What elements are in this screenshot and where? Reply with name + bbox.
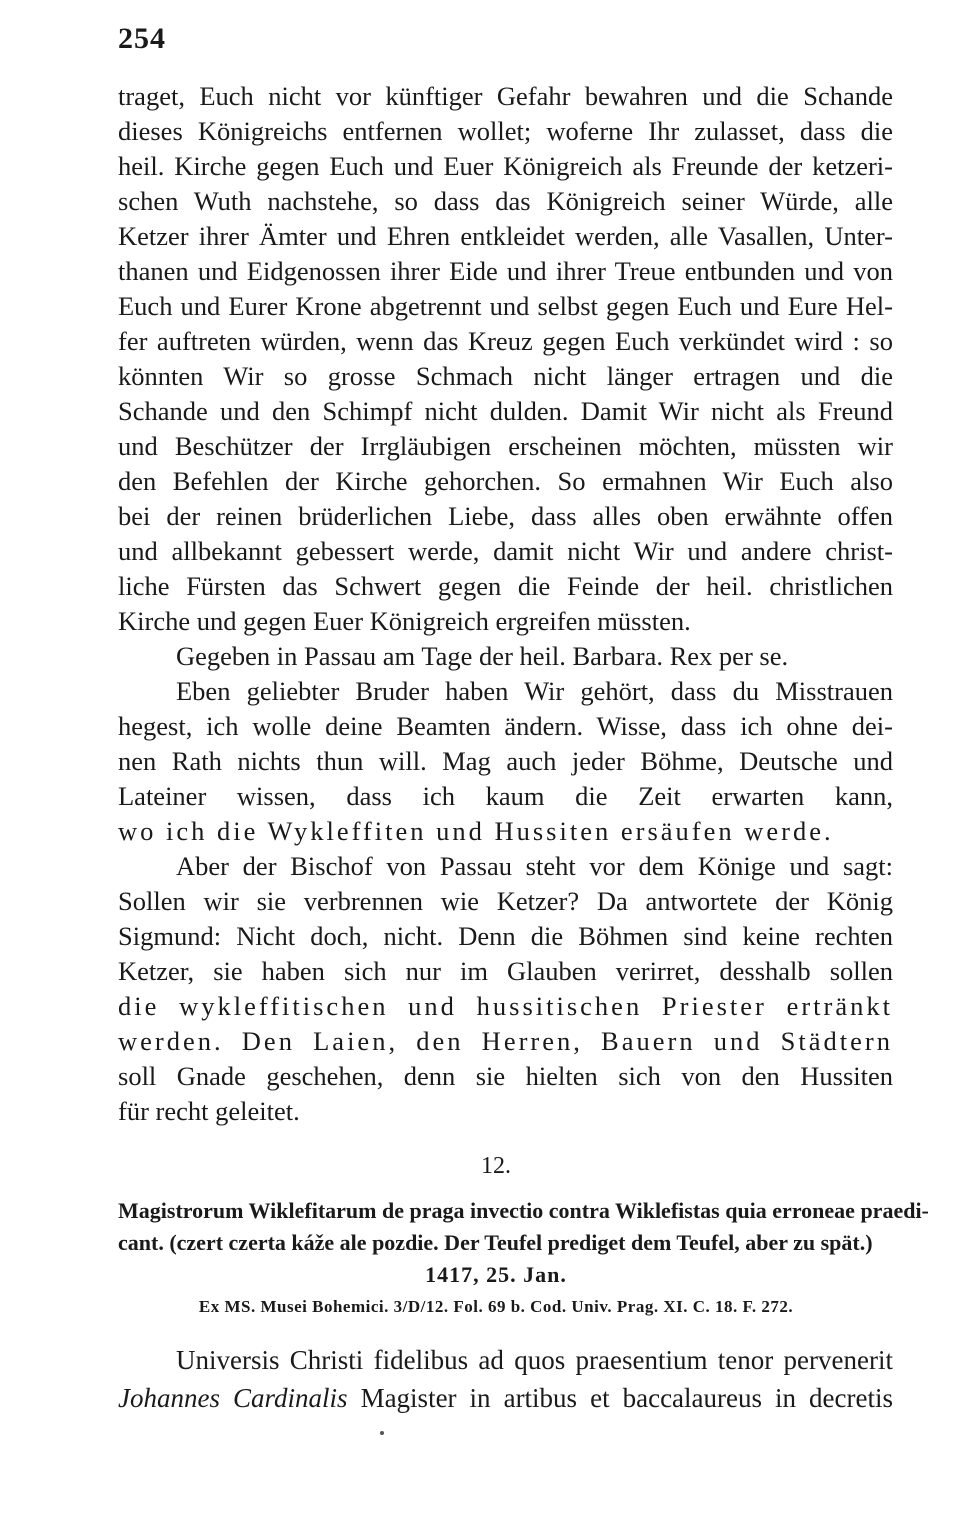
text-line: fer auftreten würden, wenn das Kreuz gegen Euch verkündet wird : so — [118, 326, 893, 356]
text-line: Kirche und gegen Euer Königreich ergreifen müssten. — [118, 606, 691, 636]
text-line: hegest, ich wolle deine Beamten ändern. Wisse, dass ich ohne dei- — [118, 711, 893, 741]
ink-speck — [380, 1431, 384, 1435]
page-number: 254 — [118, 22, 166, 55]
source-citation — [0, 1297, 960, 1317]
text-line: für recht geleitet. — [118, 1096, 300, 1126]
text-line: heil. Kirche gegen Euch und Euer Königreich als Freunde der ketzeri- — [118, 151, 893, 181]
section-number — [0, 1153, 960, 1180]
heading-line: cant. (czert czerta káže ale pozdie. Der Teufel prediget dem Teufel, aber zu spät.) — [118, 1230, 873, 1255]
text-line: Sollen wir sie verbrennen wie Ketzer? Da antwortete der König — [118, 886, 893, 916]
text-line: wo ich die Wykleffiten und Hussiten ersäufen werde. — [118, 816, 834, 846]
latin-line: Universis Christi fidelibus ad quos praesentium tenor pervenerit — [176, 1345, 893, 1375]
text-line: thanen und Eidgenossen ihrer Eide und ihrer Treue entbunden und von — [118, 256, 893, 286]
text-line: bei der reinen brüderlichen Liebe, dass alles oben erwähnte offen — [118, 501, 893, 531]
text-line: Ketzer ihrer Ämter und Ehren entkleidet werden, alle Vasallen, Unter- — [118, 221, 893, 251]
text-line: Schande und den Schimpf nicht dulden. Damit Wir nicht als Freund — [118, 396, 893, 426]
text-line: Ketzer, sie haben sich nur im Glauben verirret, desshalb sollen — [118, 956, 893, 986]
text-line: die wykleffitischen und hussitischen Priester ertränkt — [118, 991, 893, 1021]
text-line: Aber der Bischof von Passau steht vor dem Könige und sagt: — [176, 851, 893, 881]
text-line: traget, Euch nicht vor künftiger Gefahr bewahren und die Schande — [118, 81, 893, 111]
text-line: liche Fürsten das Schwert gegen die Feinde der heil. christlichen — [118, 571, 893, 601]
latin-italic-name: Johannes Cardinalis — [118, 1383, 348, 1413]
text-line: den Befehlen der Kirche gehorchen. So ermahnen Wir Euch also — [118, 466, 893, 496]
latin-line-rest: Magister in artibus et baccalaureus in decretis — [360, 1383, 893, 1413]
text-line: dieses Königreichs entfernen wollet; woferne Ihr zulasset, dass die — [118, 116, 893, 146]
text-line: Lateiner wissen, dass ich kaum die Zeit erwarten kann, — [118, 781, 893, 811]
text-line: Eben geliebter Bruder haben Wir gehört, dass du Misstrauen — [176, 676, 893, 706]
date-text: 1417, 25. Jan. — [425, 1262, 567, 1287]
text-line: Sigmund: Nicht doch, nicht. Denn die Böhmen sind keine rechten — [118, 921, 893, 951]
text-line: nen Rath nichts thun will. Mag auch jeder Böhme, Deutsche und — [118, 746, 893, 776]
text-line: Gegeben in Passau am Tage der heil. Barbara. Rex per se. — [176, 641, 789, 671]
text-line: und allbekannt gebessert werde, damit nicht Wir und andere christ- — [118, 536, 893, 566]
text-line: schen Wuth nachstehe, so dass das Königreich seiner Würde, alle — [118, 186, 893, 216]
source-text: Ex MS. Musei Bohemici. 3/D/12. Fol. 69 b. Cod. Univ. Prag. XI. C. 18. F. 272. — [198, 1297, 794, 1316]
document-date — [0, 1262, 960, 1288]
text-line: könnten Wir so grosse Schmach nicht länger ertragen und die — [118, 361, 893, 391]
latin-text — [118, 1341, 893, 1417]
text-line: Euch und Eurer Krone abgetrennt und selbst gegen Euch und Eure Hel- — [118, 291, 893, 321]
heading-line: Magistrorum Wiklefitarum de praga invectio contra Wiklefistas quia erroneae praedi- — [118, 1198, 929, 1223]
text-line: werden. Den Laien, den Herren, Bauern und Städtern — [118, 1026, 893, 1056]
text-line: soll Gnade geschehen, denn sie hielten sich von den Hussiten — [118, 1061, 893, 1091]
text-line: und Beschützer der Irrgläubigen erscheinen möchten, müssten wir — [118, 431, 893, 461]
latin-line — [118, 1379, 893, 1417]
document-heading — [118, 1195, 929, 1259]
body-text — [118, 79, 893, 1129]
section-number-text: 12. — [481, 1153, 511, 1179]
